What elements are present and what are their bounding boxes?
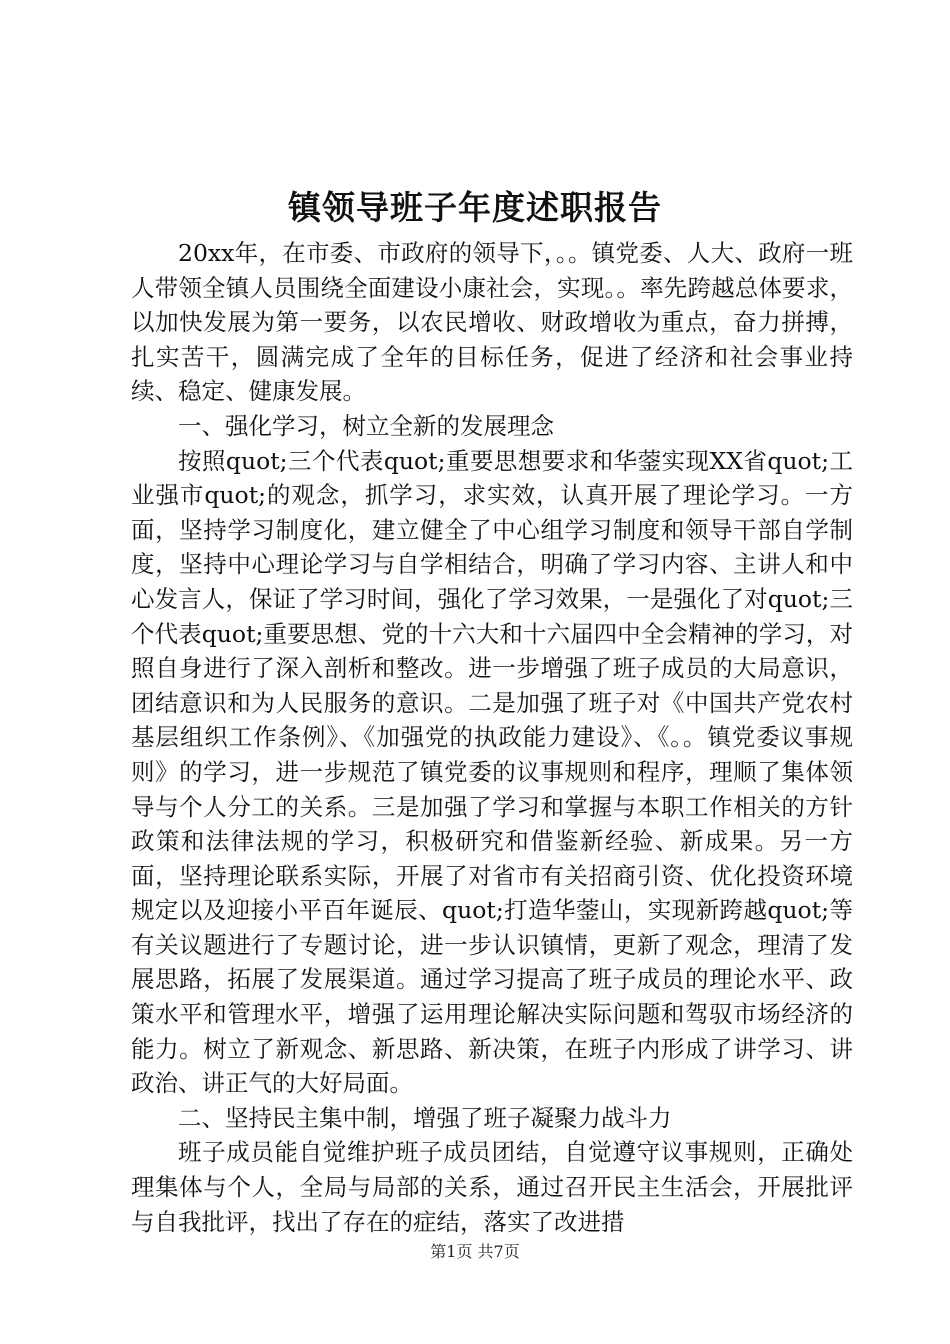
document-body	[131, 236, 853, 1239]
section-2-paragraph: 班子成员能自觉维护班子成员团结，自觉遵守议事规则，正确处理集体与个人，全局与局部的关系，通过召开民主生活会，开展批评与自我批评，找出了存在的症结，落实了改进措	[131, 1138, 853, 1236]
section-1-paragraph: 按照quot;三个代表quot;重要思想要求和华蓥实现XX省quot;工业强市quot;的观念，抓学习，求实效，认真开展了理论学习。一方面，坚持学习制度化，建立健全了中心组学习制度和领导干部自学制度，坚持中心理论学习与自学相结合，明确了学习内容、主讲人和中心发言人，保证了学习时间，强化了学习效果，一是强化了对quot;三个代表quot;重要思想、党的十六大和十六届四中全会精神的学习，对照自身进行了深入剖析和整改。进一步增强了班子成员的大局意识，团结意识和为人民服务的意识。二是加强了班子对《中国共产党农村基层组织工作条例》、《加强党的执政能力建设》、《。。镇党委议事规则》的学习，进一步规范了镇党委的议事规则和程序，理顺了集体领导与个人分工的关系。三是加强了学习和掌握与本职工作相关的方针政策和法律法规的学习，积极研究和借鉴新经验、新成果。另一方面，坚持理论联系实际，开展了对省市有关招商引资、优化投资环境规定以及迎接小平百年诞辰、quot;打造华蓥山，实现新跨越quot;等有关议题进行了专题讨论，进一步认识镇情，更新了观念，理清了发展思路，拓展了发展渠道。通过学习提高了班子成员的理论水平、政策水平和管理水平，增强了运用理论解决实际问题和驾驭市场经济的能力。树立了新观念、新思路、新决策，在班子内形成了讲学习、讲政治、讲正气的大好局面。	[131, 446, 853, 1098]
document-title: 镇领导班子年度述职报告	[288, 188, 662, 227]
intro-paragraph: 20xx年，在市委、市政府的领导下，。。镇党委、人大、政府一班人带领全镇人员围绕全面建设小康社会，实现。。率先跨越总体要求，以加快发展为第一要务，以农民增收、财政增收为重点，奋力拼搏，扎实苦干，圆满完成了全年的目标任务，促进了经济和社会事业持续、稳定、健康发展。	[131, 239, 853, 406]
section-heading-1: 一、强化学习，树立全新的发展理念	[178, 411, 554, 440]
page-footer: 第1页 共7页	[430, 1242, 520, 1261]
section-heading-2: 二、坚持民主集中制，增强了班子凝聚力战斗力	[178, 1103, 672, 1132]
